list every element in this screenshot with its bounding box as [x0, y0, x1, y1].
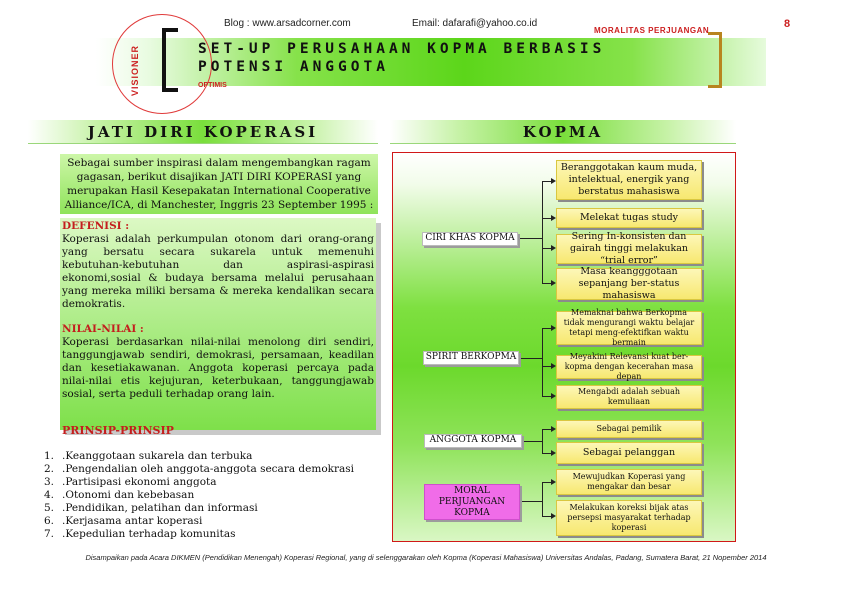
left-bracket [162, 28, 178, 92]
right-bracket [708, 32, 722, 88]
optimis-label: OPTIMIS [198, 82, 227, 89]
connector [518, 238, 542, 239]
connector [520, 501, 542, 502]
leaf-item: Mewujudkan Koperasi yang mengakar dan besar [556, 469, 702, 495]
blog-link[interactable]: Blog : www.arsadcorner.com [224, 18, 351, 29]
jati-diri-heading: JATI DIRI KOPERASI [28, 120, 378, 144]
leaf-item: Melekat tugas study [556, 208, 702, 228]
list-item: 1. .Keanggotaan sukarela dan terbuka [44, 450, 253, 462]
list-item: 3. .Partisipasi ekonomi anggota [44, 476, 217, 488]
connector [542, 482, 543, 516]
list-item: 4. .Otonomi dan kebebasan [44, 489, 195, 501]
leaf-item: Memaknai bahwa Berkopma tidak mengurangi waktu belajar tetapi meng-efektifkan waktu bermain [556, 311, 702, 345]
list-item: 2. .Pengendalian oleh anggota-anggota secara demokrasi [44, 463, 355, 475]
leaf-item: Mengabdi adalah sebuah kemuliaan [556, 385, 702, 409]
page-title [198, 40, 698, 76]
definition-box [60, 218, 376, 430]
connector [522, 441, 542, 442]
kopma-heading: KOPMA [390, 120, 736, 144]
definisi-heading: DEFENISI : [62, 220, 130, 232]
category-moral: MORAL PERJUANGAN KOPMA [424, 484, 520, 520]
leaf-item: Sebagai pemilik [556, 420, 702, 438]
nilai-heading: NILAI-NILAI : [62, 323, 144, 335]
list-item: 5. .Pendidikan, pelatihan dan informasi [44, 502, 258, 514]
category-spirit: SPIRIT BERKOPMA [423, 351, 519, 365]
category-ciri-khas: CIRI KHAS KOPMA [422, 232, 518, 246]
connector [542, 429, 543, 453]
leaf-item: Masa keangggotaan sepanjang ber-status mahasiswa [556, 268, 702, 300]
list-item: 7. .Kepedulian terhadap komunitas [44, 528, 236, 540]
intro-text: Sebagai sumber inspirasi dalam mengembangkan ragam gagasan, berikut disajikan JATI DIRI KOPERASI yang merupakan Hasil Kesepakatan International Cooperative Alliance/ICA, di Manchester, Inggris 23 September 1995 : [60, 154, 378, 214]
leaf-item: Beranggotakan kaum muda, intelektual, energik yang berstatus mahasiswa [556, 160, 702, 200]
leaf-item: Melakukan koreksi bijak atas persepsi masyarakat terhadap koperasi [556, 500, 702, 536]
connector [542, 181, 543, 283]
list-item: 6. .Kerjasama antar koperasi [44, 515, 203, 527]
connector [519, 358, 542, 359]
visioner-label: VISIONER [130, 44, 140, 96]
connector [542, 328, 543, 396]
leaf-item: Meyakini Relevansi kuat ber-kopma dengan kecerahan masa depan [556, 355, 702, 379]
footer-note: Disampaikan pada Acara DIKMEN (Pendidikan Menengah) Koperasi Regional, yang di selenggarakan oleh Kopma (Koperasi Mahasiswa) Universitas Andalas, Padang, Sumatera Barat, 21 Nopember 2014 [85, 553, 767, 562]
moralitas-label: MORALITAS PERJUANGAN [594, 26, 710, 35]
email-link[interactable]: Email: dafarafi@yahoo.co.id [412, 18, 538, 29]
title-line-2: POTENSI ANGGOTA [198, 59, 389, 75]
leaf-item: Sering In-konsisten dan gairah tinggi melakukan “trial error” [556, 234, 702, 264]
prinsip-list [44, 450, 374, 541]
title-line-1: SET-UP PERUSAHAAN KOPMA BERBASIS [198, 41, 606, 57]
prinsip-heading: PRINSIP-PRINSIP [62, 424, 174, 437]
nilai-text: Koperasi berdasarkan nilai-nilai menolong diri sendiri, tanggungjawab sendiri, demokrasi, persamaan, keadilan dan kesetiakawanan. Anggota koperasi percaya pada nilai-nilai etis kejujuran, keterbukaan, tanggungjawab sosial, serta peduli terhadap orang lain. [62, 336, 374, 400]
category-anggota: ANGGOTA KOPMA [424, 434, 522, 448]
definisi-text: Koperasi adalah perkumpulan otonom dari orang-orang yang bersatu secara sukarela untuk memenuhi kebutuhan-kebutuhan dan aspirasi-aspirasi ekonomi,sosial & budaya bersama melalui perusahaan yang mereka miliki bersama & mereka kendalikan secara demokratis. [62, 233, 374, 310]
page-number: 8 [784, 18, 791, 30]
leaf-item: Sebagai pelanggan [556, 442, 702, 464]
